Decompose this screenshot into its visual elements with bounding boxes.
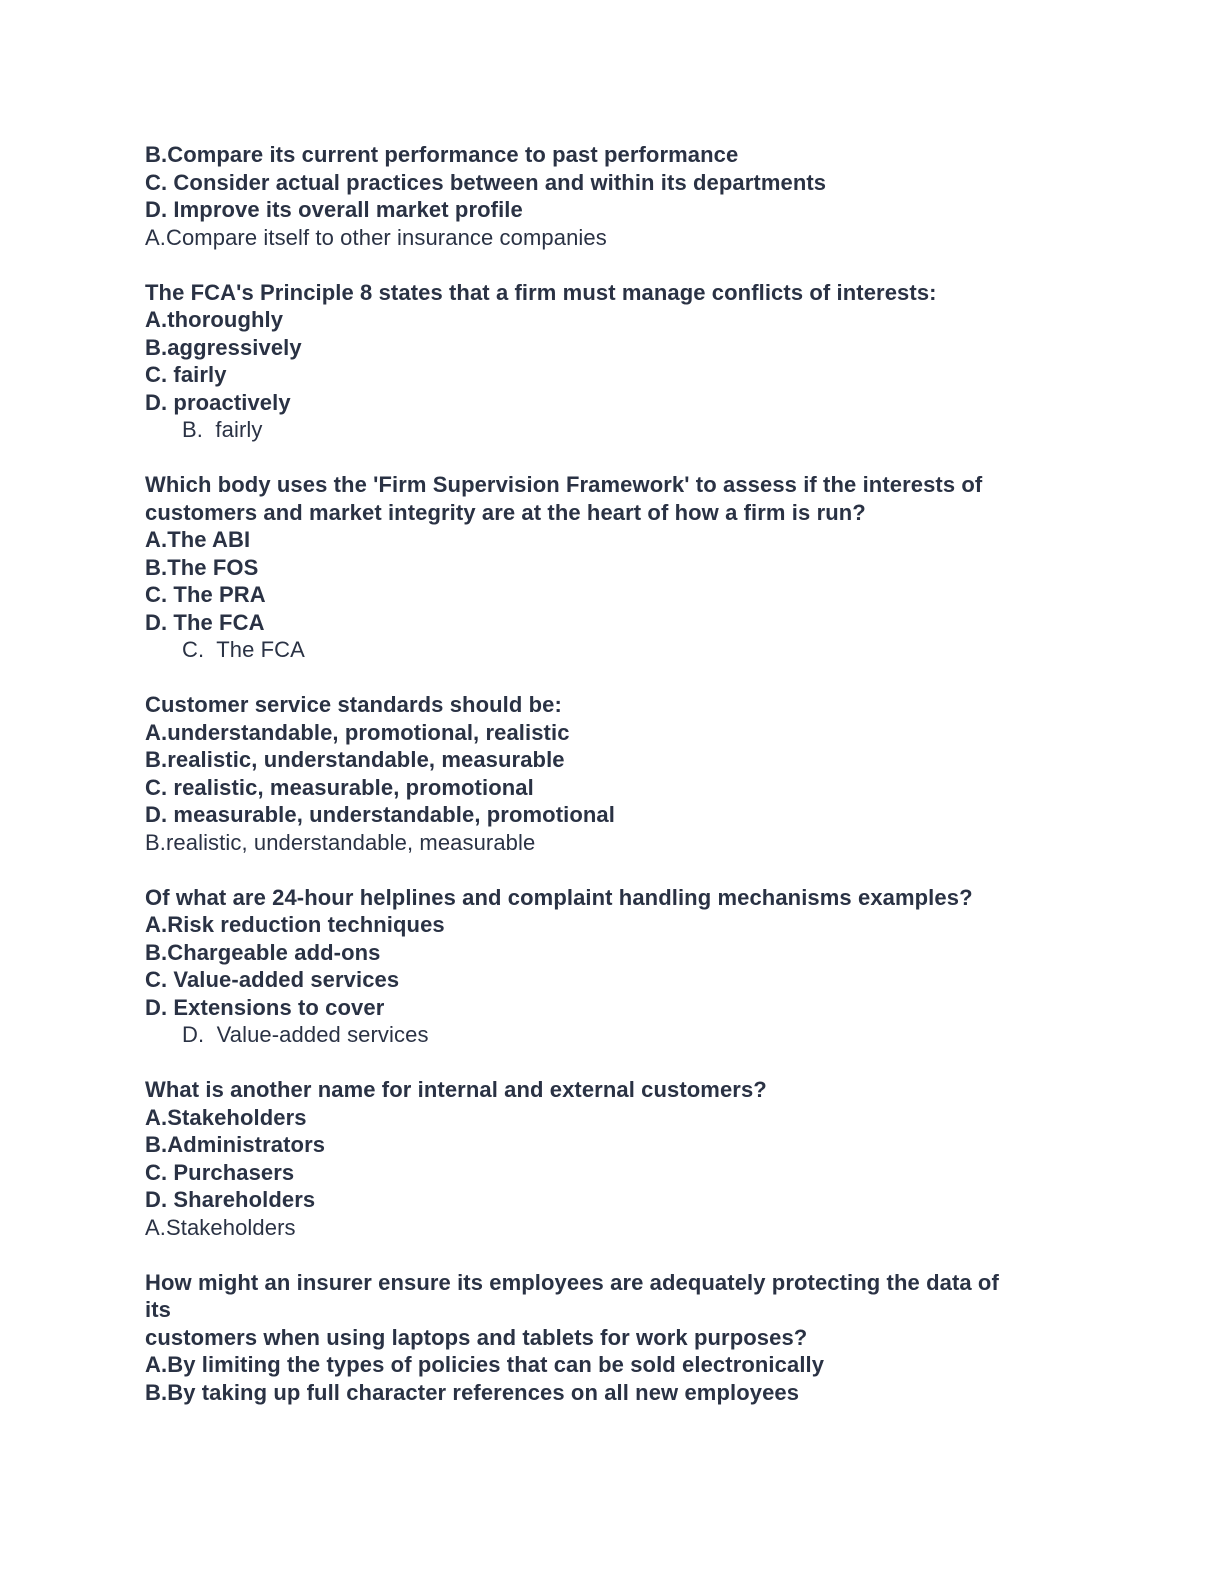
question-block xyxy=(145,141,1104,251)
option-line: D. Shareholders xyxy=(145,1187,316,1212)
option-line: B.Administrators xyxy=(145,1132,326,1157)
answer-line: A.Stakeholders xyxy=(145,1214,296,1240)
question-block xyxy=(145,1269,1104,1407)
option-line: A.Stakeholders xyxy=(145,1104,307,1130)
answer-line: A.Compare itself to other insurance companies xyxy=(145,224,607,250)
question-block xyxy=(145,691,1104,856)
answer-line: B.realistic, understandable, measurable xyxy=(145,829,536,855)
option-line: D. Extensions to cover xyxy=(145,994,385,1020)
option-line: D. proactively xyxy=(145,389,291,415)
answer-line: B. fairly xyxy=(182,417,263,442)
question-block xyxy=(145,884,1104,1049)
option-line: C. Consider actual practices between and within its departments xyxy=(145,169,827,195)
question-line: Which body uses the 'Firm Supervision Framework' to assess if the interests of xyxy=(145,472,983,497)
option-line: D. The FCA xyxy=(145,609,265,635)
option-line: C. Value-added services xyxy=(145,967,400,992)
option-line: A.understandable, promotional, realistic xyxy=(145,719,570,745)
option-line: A.The ABI xyxy=(145,527,251,552)
question-line: Of what are 24-hour helplines and complaint handling mechanisms examples? xyxy=(145,884,973,910)
question-line: customers when using laptops and tablets for work purposes? xyxy=(145,1324,808,1350)
question-line: Customer service standards should be: xyxy=(145,692,562,717)
option-line: B.realistic, understandable, measurable xyxy=(145,747,565,772)
answer-line: C. The FCA xyxy=(182,637,305,662)
option-line: B.Chargeable add-ons xyxy=(145,939,381,965)
option-line: B.Compare its current performance to past performance xyxy=(145,142,739,167)
option-line: B.The FOS xyxy=(145,554,259,580)
option-line: B.aggressively xyxy=(145,334,302,360)
option-line: C. Purchasers xyxy=(145,1159,295,1185)
option-line: A.Risk reduction techniques xyxy=(145,912,445,937)
quiz-content xyxy=(145,141,1104,1434)
option-line: C. realistic, measurable, promotional xyxy=(145,774,534,800)
question-line: The FCA's Principle 8 states that a firm must manage conflicts of interests: xyxy=(145,279,937,305)
question-block xyxy=(145,1076,1104,1241)
option-line: C. The PRA xyxy=(145,582,266,607)
option-line: A.By limiting the types of policies that can be sold electronically xyxy=(145,1352,825,1377)
answer-line: D. Value-added services xyxy=(182,1022,429,1047)
option-line: C. fairly xyxy=(145,362,227,387)
question-line: customers and market integrity are at the heart of how a firm is run? xyxy=(145,499,866,525)
question-line: How might an insurer ensure its employees are adequately protecting the data of xyxy=(145,1269,999,1295)
option-line: D. measurable, understandable, promotional xyxy=(145,802,615,827)
question-block xyxy=(145,471,1104,664)
option-line: B.By taking up full character references on all new employees xyxy=(145,1379,800,1405)
question-line: its xyxy=(145,1297,171,1322)
question-line: What is another name for internal and external customers? xyxy=(145,1077,767,1102)
option-line: D. Improve its overall market profile xyxy=(145,197,523,222)
question-block xyxy=(145,279,1104,444)
option-line: A.thoroughly xyxy=(145,307,284,332)
